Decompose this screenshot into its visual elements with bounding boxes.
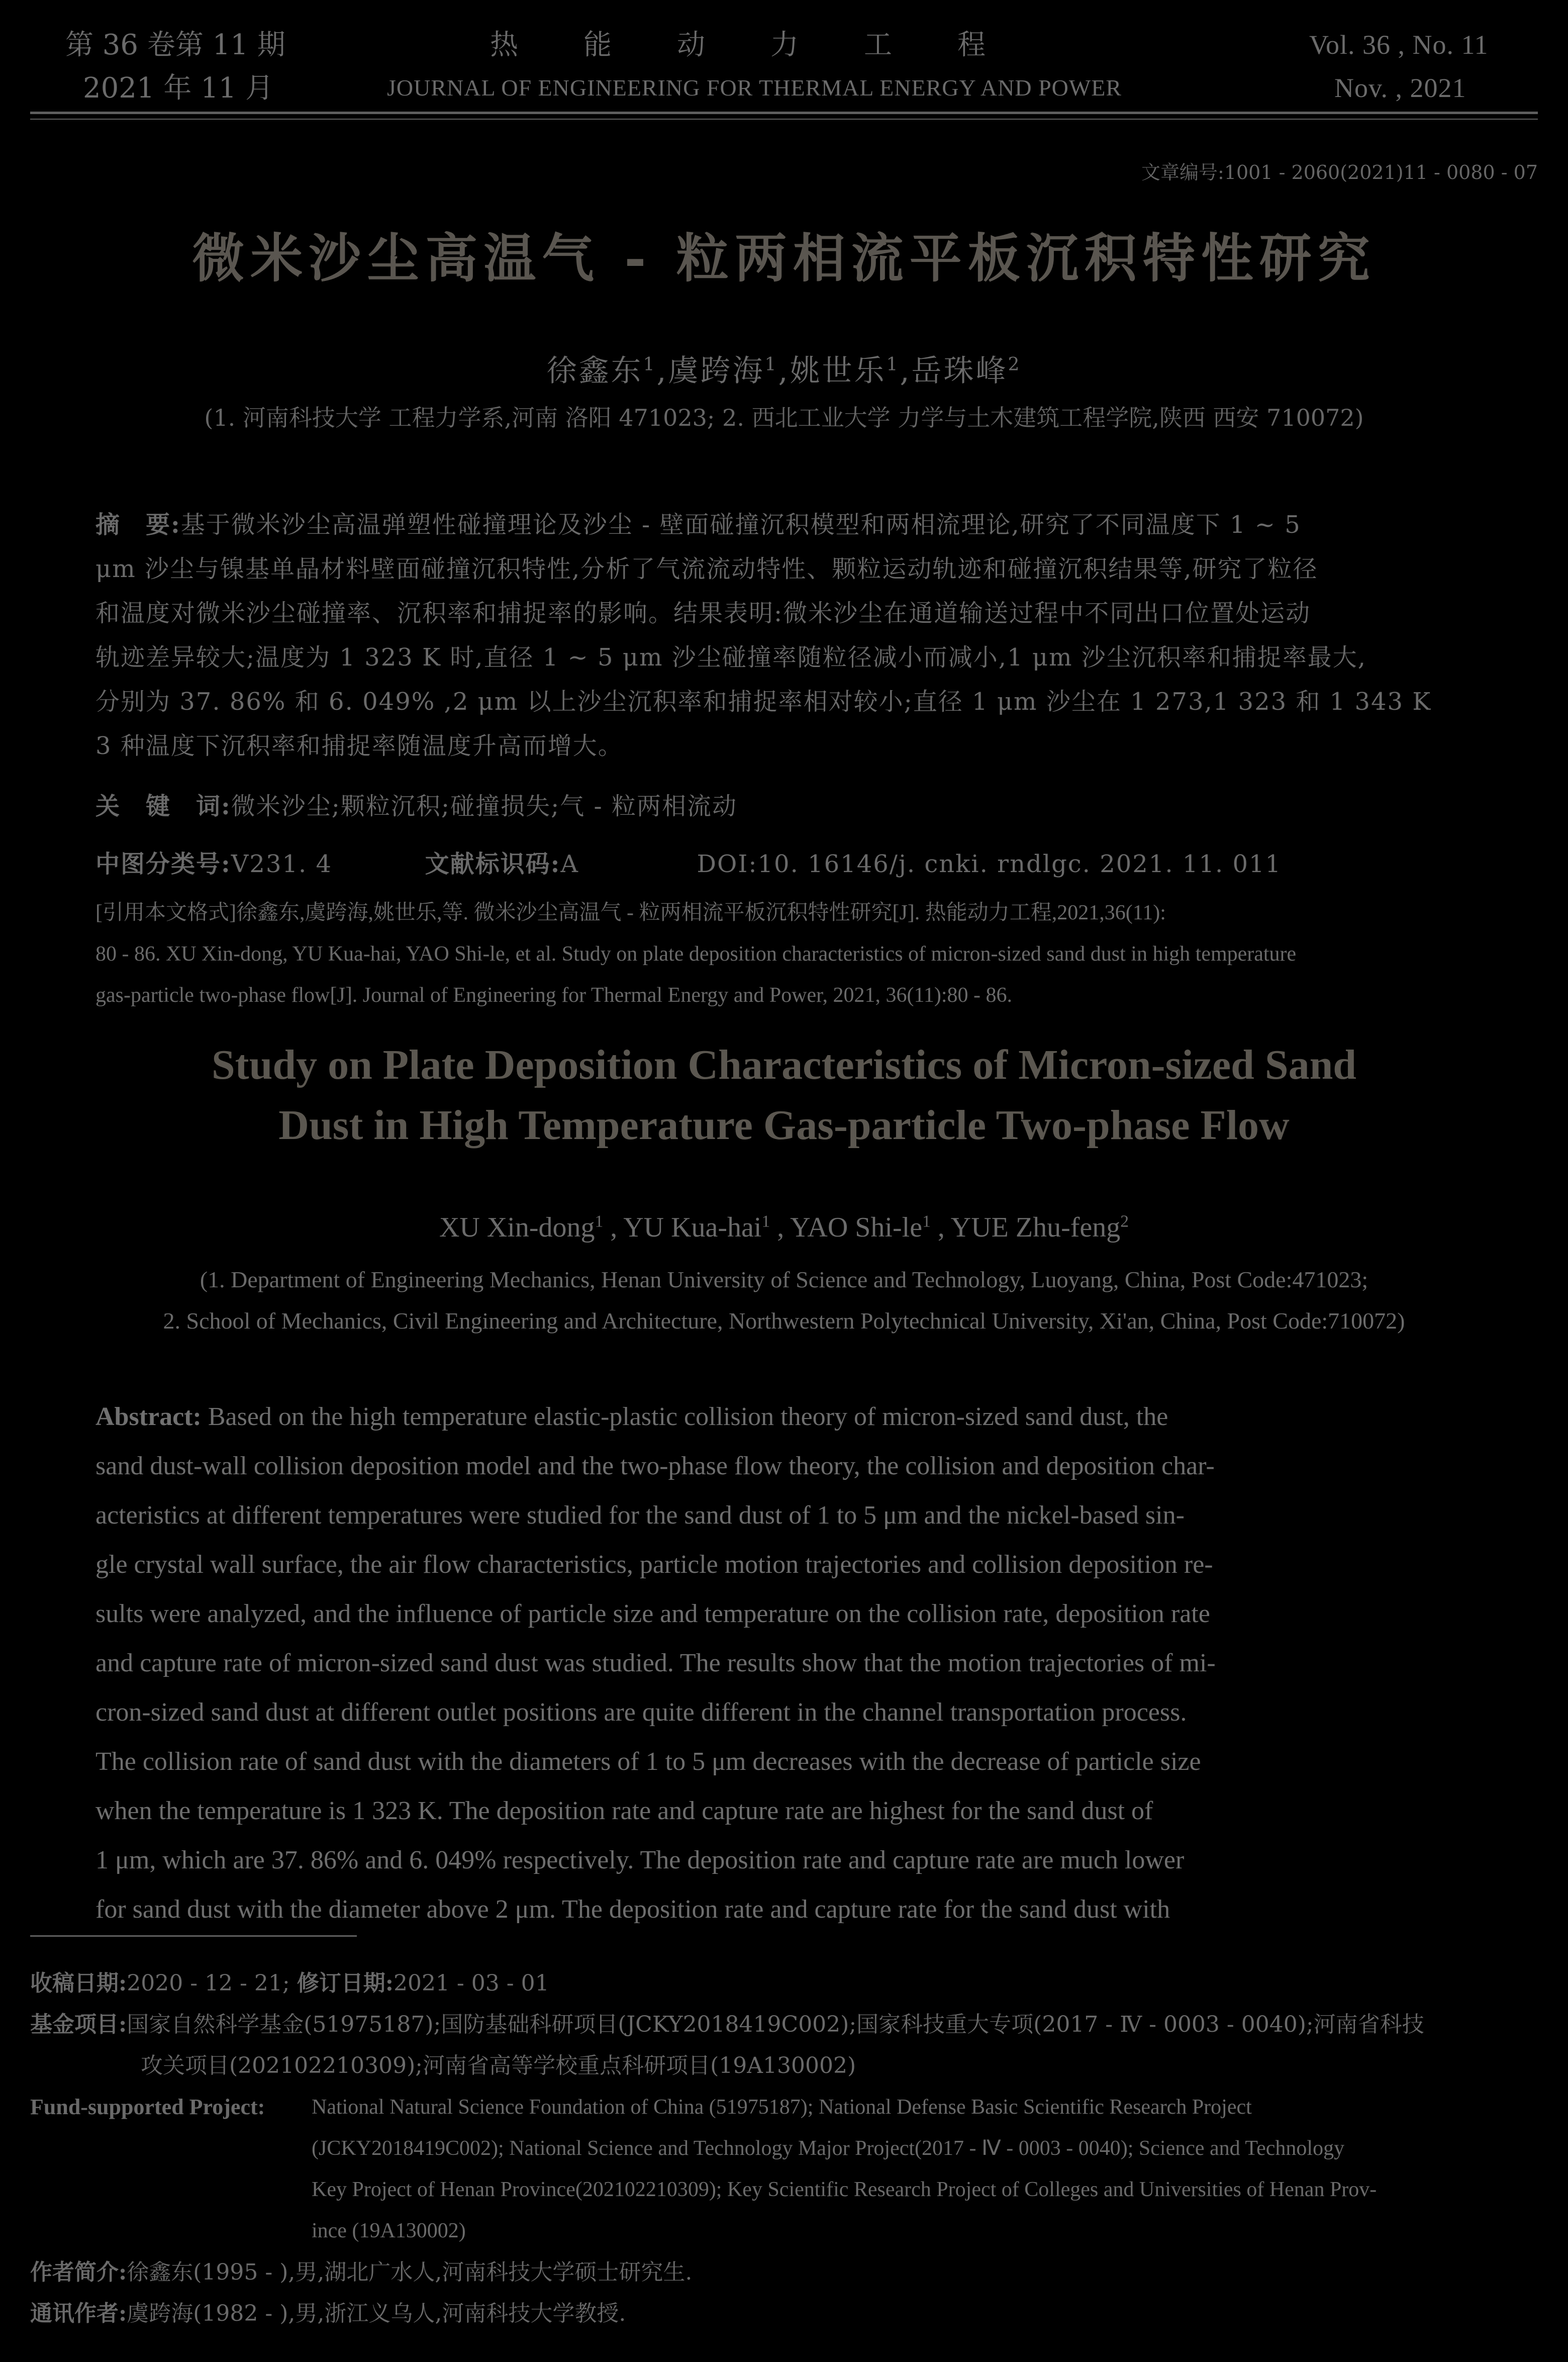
keywords-cn: 关 键 词:微米沙尘;颗粒沉积;碰撞损失;气 - 粒两相流动 — [95, 792, 737, 820]
fund-cn: 基金项目:国家自然科学基金(51975187);国防基础科研项目(JCKY2018419C002);国家科技重大专项(2017 - Ⅳ - 0003 - 0040);河南省科技 — [30, 2012, 1424, 2037]
volume-issue-cn: 第 36 卷第 11 期 — [65, 29, 285, 61]
date-en: Nov. , 2021 — [1334, 73, 1466, 103]
fund-cn-line2: 攻关项目(202102210309);河南省高等学校重点科研项目(19A130002) — [141, 2053, 856, 2078]
abstract-cn: 摘 要:基于微米沙尘高温弹塑性碰撞理论及沙尘 - 壁面碰撞沉积模型和两相流理论,研究了不同温度下 1 ~ 5 μm 沙尘与镍基单晶材料壁面碰撞沉积特性,分析了气流流动特性、颗粒运动轨迹和碰撞沉积结果等,研究了粒径 和温度对微米沙尘碰撞率、沉积率和捕捉率的影响。结果表明:微米沙尘在通道输送过程中不同出口位置处运动 轨迹差异较大;温度为 1 323 K 时,直径 1 ~ 5 μm 沙尘碰撞率随粒径减小而减小,1 μm 沙尘沉积率和捕捉率最大, 分别为 37. 86% 和 6. 049% ,2 μm 以上沙尘沉积率和捕捉率相对较小;直径 1 μm 沙尘在 1 273,1 323 和 1 343 K 3 种温度下沉积率和捕捉率随温度升高而增大。 — [95, 511, 1432, 760]
affiliations-cn: (1. 河南科技大学 工程力学系,河南 洛阳 471023; 2. 西北工业大学 力学与土木建筑工程学院,陕西 西安 710072) — [204, 404, 1364, 431]
journal-title-en: JOURNAL OF ENGINEERING FOR THERMAL ENERGY AND POWER — [387, 75, 1122, 101]
fund-en: National Natural Science Foundation of China (51975187); National Defense Basic Scientific Research Project (JCKY2018419C002); National Science and Technology Major Project(2017 - Ⅳ - 0003 - 0040); Science and Technology Key Project of Henan Province(202102210309); Key Scientific Research Project of Colleges and Universities of Henan Prov- ince (19A130002) — [312, 2096, 1377, 2242]
received-dates: 收稿日期:2020 - 12 - 21; 修订日期:2021 - 03 - 01 — [30, 1970, 549, 1996]
corresponding-author: 通讯作者:虞跨海(1982 - ),男,浙江义乌人,河南科技大学教授. — [30, 2301, 626, 2326]
date-cn: 2021 年 11 月 — [83, 72, 274, 105]
header-rule-top — [30, 112, 1538, 114]
authors-cn: 徐鑫东$^1$,虞跨海$^1$,姚世乐$^1$,岳珠峰$^2$ — [546, 353, 1022, 389]
fund-en-label: Fund-supported Project: — [30, 2095, 265, 2119]
abstract-en: Abstract: Based on the high temperature elastic-plastic collision theory of micron-sized sand dust, the sand dust-wall collision deposition model and the two-phase flow theory, the collision and deposition char- acteristics at different temperatures were studied for the sand dust of 1 to 5 μm and the nickel-based sin- gle crystal wall surface, the air flow characteristics, particle motion trajectories and collision deposition re- sults were analyzed, and the influence of particle size and temperature on the collision rate, deposition rate and capture rate of micron-sized sand dust was studied. The results show that the motion trajectories of mi- cron-sized sand dust at different outlet positions are quite different in the channel transportation process. The collision rate of sand dust with the diameters of 1 to 5 μm decreases with the decrease of particle size when the temperature is 1 323 K. The deposition rate and capture rate are highest for the sand dust of 1 μm, which are 37. 86% and 6. 049% respectively. The deposition rate and capture rate are much lower for sand dust with the diameter above 2 μm. The deposition rate and capture rate for the sand dust with — [95, 1402, 1216, 1924]
title-en-line1: Study on Plate Deposition Characteristics of Micron-sized Sand — [211, 1042, 1357, 1088]
citation: [引用本文格式]徐鑫东,虞跨海,姚世乐,等. 微米沙尘高温气 - 粒两相流平板沉积特性研究[J]. 热能动力工程,2021,36(11): 80 - 86. XU Xin-dong, YU Kua-hai, YAO Shi-le, et al. Study on plate deposition characteristics of micron-sized sand dust in high temperature gas-particle two-phase flow[J]. Journal of Engineering for Thermal Energy and Power, 2021, 36(11):80 - 86. — [95, 901, 1297, 1007]
footnote-rule — [30, 1935, 357, 1937]
author-bio: 作者简介:徐鑫东(1995 - ),男,湖北广水人,河南科技大学硕士研究生. — [30, 2259, 693, 2285]
article-number: 文章编号:1001 - 2060(2021)11 - 0080 - 07 — [1141, 161, 1538, 183]
title-en-line2: Dust in High Temperature Gas-particle Two-phase Flow — [278, 1102, 1290, 1149]
authors-en: XU Xin-dong$^1$ , YU Kua-hai$^1$ , YAO Shi-$le^1$ , YUE Zhu-feng$^2$ — [439, 1212, 1129, 1243]
classification-row: 中图分类号:V231. 4 文献标识码:A DOI:10. 16146/j. cnki. rndlgc. 2021. 11. 011 — [95, 850, 1282, 878]
title-cn: 微米沙尘高温气 - 粒两相流平板沉积特性研究 — [192, 227, 1376, 289]
journal-title-cn: 热 能 动 力 工 程 — [490, 29, 989, 61]
volume-issue-en: Vol. 36 , No. 11 — [1309, 30, 1489, 60]
affiliations-en: (1. Department of Engineering Mechanics, Henan University of Science and Technology, Luoyang, China, Post Code:471023; 2. School of Mechanics, Civil Engineering and Architecture, Northwestern Polytechnical University, Xi'an, China, Post Code:710072) — [163, 1267, 1405, 1334]
header-rule-bottom — [30, 119, 1538, 120]
